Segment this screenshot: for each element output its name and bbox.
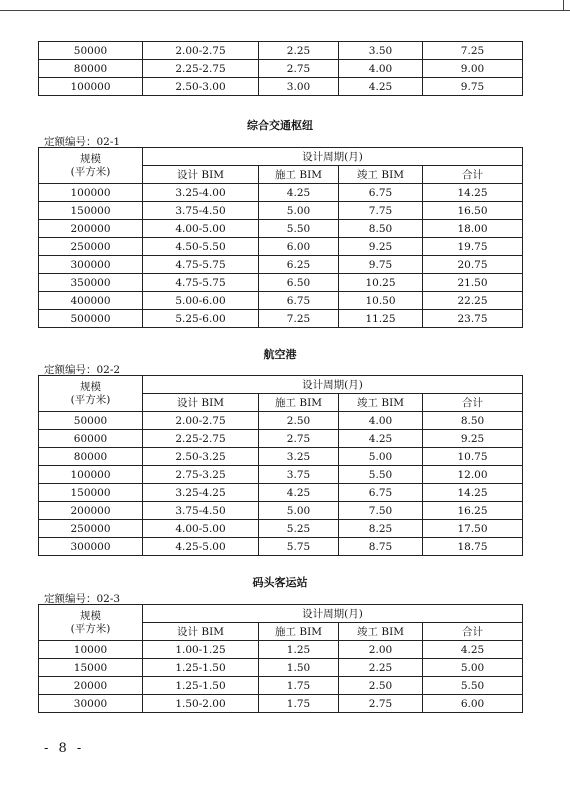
scale-header: 规模 (平方米) <box>39 605 143 641</box>
table-cell: 5.75 <box>259 538 339 556</box>
table-cell: 4.25 <box>339 78 423 96</box>
table-cell: 11.25 <box>339 310 423 328</box>
table-cell: 10.25 <box>339 274 423 292</box>
table-cell: 100000 <box>39 78 143 96</box>
table-cell: 2.50 <box>259 412 339 430</box>
table-cell: 18.75 <box>423 538 523 556</box>
column-header: 竣工 BIM <box>339 394 423 412</box>
table-cell: 5.00 <box>259 202 339 220</box>
table-cell: 7.25 <box>423 42 523 60</box>
table-cell: 1.50 <box>259 659 339 677</box>
quota-code: 定额编号：02-3 <box>44 593 121 605</box>
table-cell: 1.25 <box>259 641 339 659</box>
table-body <box>39 148 523 328</box>
table-cell: 3.75 <box>259 466 339 484</box>
table-cell: 14.25 <box>423 484 523 502</box>
table-row <box>39 60 523 78</box>
table-cell: 30000 <box>39 695 143 713</box>
table-cell: 22.25 <box>423 292 523 310</box>
table-cell: 16.50 <box>423 202 523 220</box>
header-row <box>39 376 523 394</box>
table-row <box>39 78 523 96</box>
table-cell: 7.25 <box>259 310 339 328</box>
section-title: 综合交通枢纽 <box>247 119 313 132</box>
table-row <box>39 274 523 292</box>
table-cell: 6.75 <box>339 484 423 502</box>
table-cell: 3.00 <box>259 78 339 96</box>
table-row <box>39 520 523 538</box>
table-cell: 2.00-2.75 <box>143 412 259 430</box>
table-cell: 1.00-1.25 <box>143 641 259 659</box>
table-cell: 20000 <box>39 677 143 695</box>
table-row <box>39 42 523 60</box>
table-body <box>39 605 523 713</box>
scale-header: 规模 (平方米) <box>39 148 143 184</box>
table-cell: 12.00 <box>423 466 523 484</box>
column-header: 施工 BIM <box>259 394 339 412</box>
table-cell: 20.75 <box>423 256 523 274</box>
table-cell: 4.00-5.00 <box>143 220 259 238</box>
corner-mark <box>563 0 564 10</box>
table-cell: 2.00 <box>339 641 423 659</box>
table-cell: 2.50 <box>339 677 423 695</box>
table-row <box>39 695 523 713</box>
column-header: 合计 <box>423 166 523 184</box>
continued-table-body <box>39 42 523 96</box>
table-cell: 9.25 <box>339 238 423 256</box>
table-cell: 7.50 <box>339 502 423 520</box>
table-cell: 5.50 <box>423 677 523 695</box>
table-row <box>39 484 523 502</box>
table-row <box>39 502 523 520</box>
table-row <box>39 430 523 448</box>
table-row <box>39 292 523 310</box>
table-cell: 5.00 <box>259 502 339 520</box>
table-cell: 17.50 <box>423 520 523 538</box>
table-cell: 6.25 <box>259 256 339 274</box>
table-cell: 1.25-1.50 <box>143 659 259 677</box>
table-cell: 3.25-4.00 <box>143 184 259 202</box>
table-body <box>39 376 523 556</box>
period-header: 设计周期(月) <box>143 376 523 394</box>
table-cell: 2.50-3.25 <box>143 448 259 466</box>
table-cell: 4.25 <box>423 641 523 659</box>
table-cell: 9.25 <box>423 430 523 448</box>
table-cell: 300000 <box>39 538 143 556</box>
table-cell: 5.25-6.00 <box>143 310 259 328</box>
period-header: 设计周期(月) <box>143 605 523 623</box>
section-title: 码头客运站 <box>252 576 308 589</box>
table-cell: 2.25-2.75 <box>143 430 259 448</box>
table-cell: 10.75 <box>423 448 523 466</box>
table-cell: 6.75 <box>339 184 423 202</box>
table-cell: 5.00-6.00 <box>143 292 259 310</box>
table-cell: 500000 <box>39 310 143 328</box>
section-title: 航空港 <box>263 348 297 361</box>
table-cell: 60000 <box>39 430 143 448</box>
table-cell: 6.50 <box>259 274 339 292</box>
table-cell: 1.75 <box>259 695 339 713</box>
table-cell: 4.25 <box>259 484 339 502</box>
table-row <box>39 677 523 695</box>
table-cell: 7.75 <box>339 202 423 220</box>
table-row <box>39 184 523 202</box>
table-cell: 19.75 <box>423 238 523 256</box>
duration-table <box>38 375 523 556</box>
table-cell: 9.00 <box>423 60 523 78</box>
table-cell: 15000 <box>39 659 143 677</box>
table-cell: 5.50 <box>259 220 339 238</box>
table-cell: 150000 <box>39 484 143 502</box>
table-cell: 100000 <box>39 466 143 484</box>
table-cell: 21.50 <box>423 274 523 292</box>
table-row <box>39 202 523 220</box>
table-cell: 5.50 <box>339 466 423 484</box>
table-cell: 4.25 <box>259 184 339 202</box>
table-cell: 80000 <box>39 60 143 78</box>
table-cell: 4.75-5.75 <box>143 256 259 274</box>
table-cell: 200000 <box>39 220 143 238</box>
column-header: 设计 BIM <box>143 394 259 412</box>
table-cell: 8.75 <box>339 538 423 556</box>
table-cell: 200000 <box>39 502 143 520</box>
table-cell: 3.25-4.25 <box>143 484 259 502</box>
table-cell: 2.75 <box>339 695 423 713</box>
table-row <box>39 448 523 466</box>
table-cell: 2.25-2.75 <box>143 60 259 78</box>
table-cell: 2.75 <box>259 60 339 78</box>
table-cell: 4.00-5.00 <box>143 520 259 538</box>
table-cell: 80000 <box>39 448 143 466</box>
table-row <box>39 641 523 659</box>
table-cell: 3.75-4.50 <box>143 502 259 520</box>
table-cell: 4.00 <box>339 412 423 430</box>
table-row <box>39 659 523 677</box>
table-cell: 2.75 <box>259 430 339 448</box>
table-cell: 5.00 <box>423 659 523 677</box>
table-cell: 9.75 <box>339 256 423 274</box>
table-cell: 4.50-5.50 <box>143 238 259 256</box>
table-cell: 50000 <box>39 42 143 60</box>
page-top-rule <box>0 0 570 11</box>
table-cell: 16.25 <box>423 502 523 520</box>
table-cell: 14.25 <box>423 184 523 202</box>
column-header: 施工 BIM <box>259 166 339 184</box>
table-cell: 3.75-4.50 <box>143 202 259 220</box>
table-cell: 100000 <box>39 184 143 202</box>
table-row <box>39 220 523 238</box>
table-cell: 1.75 <box>259 677 339 695</box>
table-cell: 10.50 <box>339 292 423 310</box>
table-cell: 8.25 <box>339 520 423 538</box>
quota-code: 定额编号：02-1 <box>44 136 121 148</box>
table-cell: 3.50 <box>339 42 423 60</box>
table-row <box>39 310 523 328</box>
table-row <box>39 466 523 484</box>
table-cell: 2.25 <box>339 659 423 677</box>
table-cell: 4.25-5.00 <box>143 538 259 556</box>
table-row <box>39 238 523 256</box>
table-cell: 18.00 <box>423 220 523 238</box>
table-cell: 4.00 <box>339 60 423 78</box>
table-cell: 8.50 <box>339 220 423 238</box>
table-cell: 5.00 <box>339 448 423 466</box>
table-cell: 10000 <box>39 641 143 659</box>
duration-table <box>38 604 523 713</box>
quota-code: 定额编号：02-2 <box>44 364 121 376</box>
table-cell: 3.25 <box>259 448 339 466</box>
table-cell: 300000 <box>39 256 143 274</box>
table-row <box>39 412 523 430</box>
table-cell: 6.00 <box>259 238 339 256</box>
table-cell: 350000 <box>39 274 143 292</box>
header-row <box>39 148 523 166</box>
table-cell: 6.75 <box>259 292 339 310</box>
table-cell: 150000 <box>39 202 143 220</box>
table-cell: 4.25 <box>339 430 423 448</box>
table-cell: 1.50-2.00 <box>143 695 259 713</box>
continued-table <box>38 41 523 96</box>
table-cell: 23.75 <box>423 310 523 328</box>
table-cell: 400000 <box>39 292 143 310</box>
column-header: 竣工 BIM <box>339 623 423 641</box>
table-cell: 250000 <box>39 520 143 538</box>
table-cell: 2.25 <box>259 42 339 60</box>
column-header: 设计 BIM <box>143 623 259 641</box>
table-cell: 5.25 <box>259 520 339 538</box>
page-number: - 8 - <box>44 741 85 756</box>
column-header: 合计 <box>423 623 523 641</box>
table-cell: 2.75-3.25 <box>143 466 259 484</box>
period-header: 设计周期(月) <box>143 148 523 166</box>
table-cell: 1.25-1.50 <box>143 677 259 695</box>
table-row <box>39 538 523 556</box>
table-cell: 6.00 <box>423 695 523 713</box>
table-row <box>39 256 523 274</box>
column-header: 竣工 BIM <box>339 166 423 184</box>
column-header: 设计 BIM <box>143 166 259 184</box>
duration-table <box>38 147 523 328</box>
table-cell: 50000 <box>39 412 143 430</box>
table-cell: 8.50 <box>423 412 523 430</box>
scale-header: 规模 (平方米) <box>39 376 143 412</box>
column-header: 合计 <box>423 394 523 412</box>
table-cell: 9.75 <box>423 78 523 96</box>
table-cell: 4.75-5.75 <box>143 274 259 292</box>
column-header: 施工 BIM <box>259 623 339 641</box>
table-cell: 250000 <box>39 238 143 256</box>
table-cell: 2.00-2.75 <box>143 42 259 60</box>
header-row <box>39 605 523 623</box>
table-cell: 2.50-3.00 <box>143 78 259 96</box>
